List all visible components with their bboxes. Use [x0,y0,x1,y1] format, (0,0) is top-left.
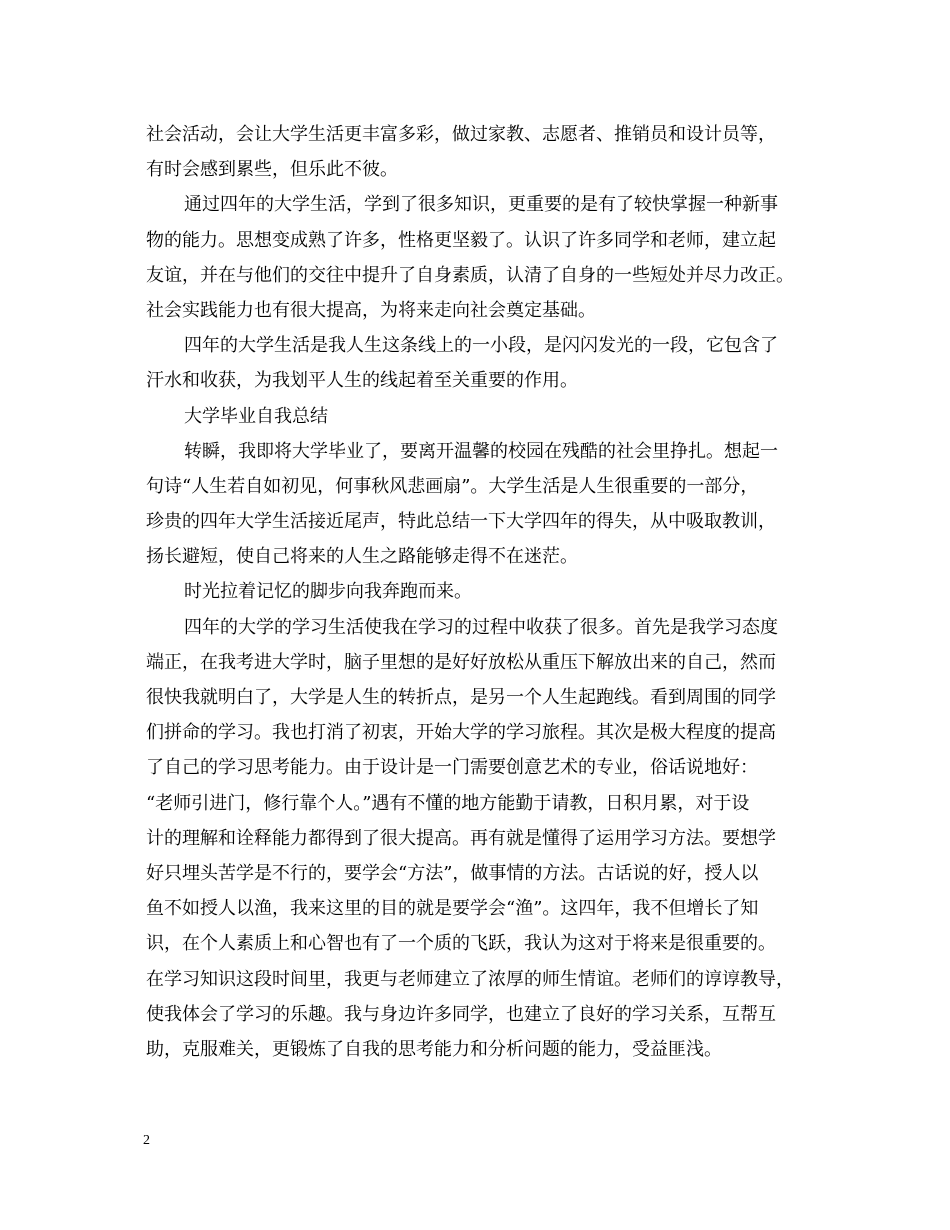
body-line: 了自己的学习思考能力。由于设计是一门需要创意艺术的专业，俗话说地好： [146,757,758,779]
body-line: 们拼命的学习。我也打消了初衷，开始大学的学习旅程。其次是极大程度的提高 [146,722,776,744]
body-line: 珍贵的四年大学生活接近尾声，特此总结一下大学四年的得失，从中吸取教训， [146,511,776,533]
paragraph-start-line: 四年的大学的学习生活使我在学习的过程中收获了很多。首先是我学习态度 [184,616,778,638]
body-line: 端正，在我考进大学时，脑子里想的是好好放松从重压下解放出来的自己，然而 [146,651,776,673]
body-line: 友谊，并在与他们的交往中提升了自身素质，认清了自身的一些短处并尽力改正。 [146,264,794,286]
paragraph-start-line: 四年的大学生活是我人生这条线上的一小段，是闪闪发光的一段，它包含了 [184,335,778,357]
body-line: 汗水和收获，为我划平人生的线起着至关重要的作用。 [146,370,578,392]
paragraph-start-line: 时光拉着记忆的脚步向我奔跑而来。 [184,581,472,603]
paragraph-start-line: 转瞬，我即将大学毕业了，要离开温馨的校园在残酷的社会里挣扎。想起一 [184,440,778,462]
body-line: 助，克服难关，更锻炼了自我的思考能力和分析问题的能力，受益匪浅。 [146,1038,722,1060]
paragraph-start-line: 通过四年的大学生活，学到了很多知识，更重要的是有了较快掌握一种新事 [184,194,778,216]
body-line: 使我体会了学习的乐趣。我与身边许多同学，也建立了良好的学习关系，互帮互 [146,1003,776,1025]
body-line: 好只埋头苦学是不行的，要学会“方法”，做事情的方法。古话说的好，授人以 [146,862,759,884]
section-heading: 大学毕业自我总结 [184,405,328,427]
body-line: 社会实践能力也有很大提高，为将来走向社会奠定基础。 [146,299,596,321]
body-line: 句诗“人生若自如初见，何事秋风悲画扇”。大学生活是人生很重要的一部分， [146,475,759,497]
body-line: 鱼不如授人以渔，我来这里的目的就是要学会“渔”。这四年，我不但增长了知 [146,898,759,920]
body-line: 计的理解和诠释能力都得到了很大提高。再有就是懂得了运用学习方法。要想学 [146,827,776,849]
body-line: 有时会感到累些，但乐此不彼。 [146,159,398,181]
body-line: 在学习知识这段时间里，我更与老师建立了浓厚的师生情谊。老师们的谆谆教导， [146,968,794,990]
page-number: 2 [143,1133,150,1148]
body-line: 社会活动，会让大学生活更丰富多彩，做过家教、志愿者、推销员和设计员等， [146,124,776,145]
body-line: “老师引进门，修行靠个人。”遇有不懂的地方能勤于请教，日积月累，对于设 [146,792,750,814]
body-line: 物的能力。思想变成熟了许多，性格更坚毅了。认识了许多同学和老师，建立起 [146,229,776,251]
document-body [146,117,806,1067]
body-line: 识，在个人素质上和心智也有了一个质的飞跃，我认为这对于将来是很重要的。 [146,933,776,955]
body-line: 很快我就明白了，大学是人生的转折点，是另一个人生起跑线。看到周围的同学 [146,687,776,708]
body-line: 扬长避短，使自己将来的人生之路能够走得不在迷茫。 [146,546,578,568]
